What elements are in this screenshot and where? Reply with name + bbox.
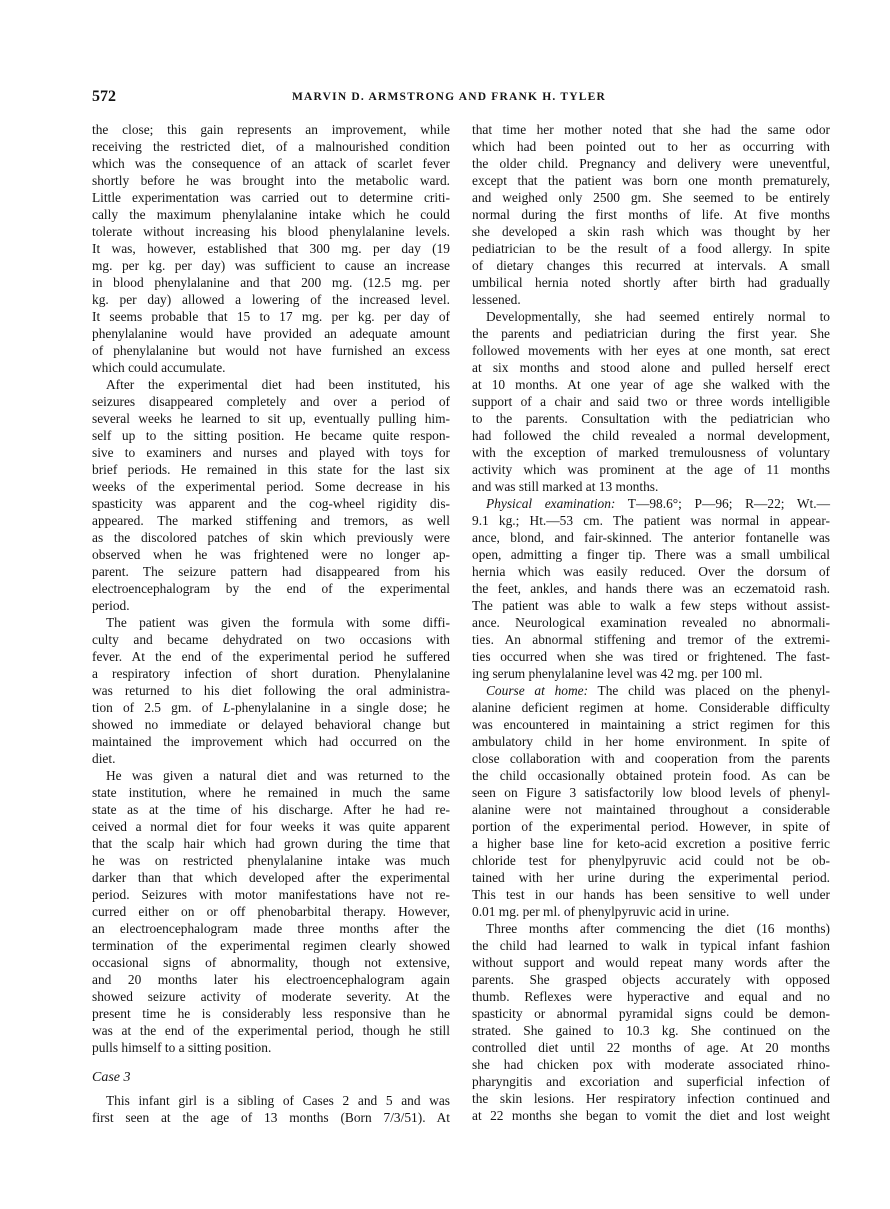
text-line: the close; this gain represents an improvement, while	[92, 122, 450, 137]
text-line: at 10 months. At one year of age she walked with the	[472, 377, 830, 392]
text-line: as the discolored patches of skin which previously were	[92, 530, 450, 545]
text-line: diet.	[92, 751, 116, 766]
text-line: umbilical hernia noted shortly after birth had gradually	[472, 275, 830, 290]
text-line: was returned to his diet following the oral administra-	[92, 683, 450, 698]
running-head-authors: MARVIN D. ARMSTRONG AND FRANK H. TYLER	[292, 91, 606, 103]
text-line: close collaboration with and cooperation from the parents	[472, 751, 830, 766]
text-line: except that the patient was born one month prematurely,	[472, 173, 830, 188]
paragraph	[92, 1092, 450, 1126]
italic-text: Course at home:	[486, 683, 589, 698]
text-line: The patient was given the formula with some diffi-	[106, 615, 450, 630]
text-line: weeks of the experimental period. Some decrease in his	[92, 479, 450, 494]
text-line: she had chicken pox with moderate associated rhino-	[472, 1057, 830, 1072]
text-line: seizures disappeared completely and over a period of	[92, 394, 450, 409]
text-line: ties. An abnormal stiffening and tremor of the extremi-	[472, 632, 830, 647]
paragraph	[92, 614, 450, 767]
text-line: ance. Neurological examination revealed no abnormali-	[472, 615, 830, 630]
text-line: present time he is considerably less responsive than he	[92, 1006, 450, 1021]
text-line: Developmentally, she had seemed entirely normal to	[486, 309, 830, 324]
text-line: kg. per day) allowed a lowering of the increased level.	[92, 292, 450, 307]
text-line: ambulatory child in her home environment. In spite of	[472, 734, 830, 749]
text-line: It seems probable that 15 to 17 mg. per kg. per day of	[92, 309, 450, 324]
text-line: brief periods. He remained in this state for the last six	[92, 462, 450, 477]
text-line: 0.01 mg. per ml. of phenylpyruvic acid in urine.	[472, 904, 730, 919]
text-line: tained with her urine during the experimental period.	[472, 870, 830, 885]
text-line: state as at the time of his discharge. After he had re-	[92, 802, 450, 817]
text-line: she developed a skin rash which was thought by her	[472, 224, 830, 239]
text-line: the child occasionally obtained protein food. As can be	[472, 768, 830, 783]
page-number: 572	[92, 88, 116, 105]
paragraph	[92, 121, 450, 376]
text-line: strated. She gained to 10.3 kg. She continued on the	[472, 1023, 830, 1038]
text-line: This infant girl is a sibling of Cases 2 and 5 and was	[106, 1093, 450, 1108]
text-line: a higher base line for keto-acid excretion a positive ferric	[472, 836, 830, 851]
text-line: seen on Figure 3 satisfactorily low blood levels of phenyl-	[472, 785, 830, 800]
text-line: 9.1 kg.; Ht.—53 cm. The patient was normal in appear-	[472, 513, 830, 528]
text-line: at six months and stood alone and pulled herself erect	[472, 360, 830, 375]
paragraph	[92, 767, 450, 1056]
text-line: he was on restricted phenylalanine intake was much	[92, 853, 450, 868]
text-line: thumb. Reflexes were hyperactive and equal and no	[472, 989, 830, 1004]
text-line: shortly before he was brought into the metabolic ward.	[92, 173, 450, 188]
text-line: After the experimental diet had been instituted, his	[106, 377, 450, 392]
text-line: support of a chair and said two or three words intelligible	[472, 394, 830, 409]
text-line: period.	[92, 598, 130, 613]
text-line: cally the maximum phenylalanine intake which he could	[92, 207, 450, 222]
right-column	[472, 121, 830, 1124]
text-line: curred either on or off phenobarbital therapy. However,	[92, 904, 450, 919]
text-line: first seen at the age of 13 months (Born 7/3/51). At	[92, 1110, 450, 1125]
text-line	[472, 495, 830, 512]
text-line: parent. The seizure pattern had disappeared from his	[92, 564, 450, 579]
text-line: Three months after commencing the diet (16 months)	[486, 921, 830, 936]
italic-text: L	[223, 700, 231, 715]
text-line: was encountered in maintaining a strict regimen for this	[472, 717, 830, 732]
text-line: tolerate without increasing his blood phenylalanine levels.	[92, 224, 450, 239]
text-line: termination of the experimental regimen clearly showed	[92, 938, 450, 953]
text-line: maintained the improvement which had occurred on the	[92, 734, 450, 749]
text-line: ceived a normal diet for four weeks it was quite apparent	[92, 819, 450, 834]
text-span: tion of 2.5 gm. of	[92, 700, 224, 715]
text-line: the older child. Pregnancy and delivery were uneventful,	[472, 156, 830, 171]
text-line: ties occurred when she was tired or frightened. The fast-	[472, 649, 830, 664]
text-line: and weighed only 2500 gm. She seemed to be entirely	[472, 190, 830, 205]
text-line: the feet, ankles, and hands there was an eczematoid rash.	[472, 581, 830, 596]
text-line: receiving the restricted diet, of a malnourished condition	[92, 139, 450, 154]
text-line: appeared. The marked stiffening and tremors, as well	[92, 513, 450, 528]
text-line: controlled diet until 22 months of age. At 20 months	[472, 1040, 830, 1055]
text-line: pulls himself to a sitting position.	[92, 1040, 272, 1055]
text-line: period. Seizures with motor manifestations have not re-	[92, 887, 450, 902]
text-line: to the parents. Consultation with the pediatrician who	[472, 411, 830, 426]
text-line: in blood phenylalanine and that 200 mg. (12.5 mg. per	[92, 275, 450, 290]
text-line: an electroencephalogram made three months after the	[92, 921, 450, 936]
text-line: the child had learned to walk in typical infant fashion	[472, 938, 830, 953]
text-line: occasional signs of abnormality, though not extensive,	[92, 955, 450, 970]
text-line: pharyngitis and excoriation and superficial infection of	[472, 1074, 830, 1089]
text-line: followed movements with her eyes at one month, sat erect	[472, 343, 830, 358]
text-line: had followed the child revealed a normal development,	[472, 428, 830, 443]
text-line: was at the end of the experimental period, though he still	[92, 1023, 450, 1038]
text-line: at 22 months she began to vomit the diet and lost weight	[472, 1108, 830, 1123]
text-line: normal during the first months of life. At five months	[472, 207, 830, 222]
paragraph	[472, 308, 830, 495]
italic-text: Physical examination:	[486, 496, 616, 511]
text-line: that time her mother noted that she had the same odor	[472, 122, 830, 137]
text-line: spasticity or abnormal pyramidal signs could be demon-	[472, 1006, 830, 1021]
text-line: several weeks he learned to sit up, eventually pulling him-	[92, 411, 450, 426]
text-line: electroencephalogram by the end of the experimental	[92, 581, 450, 596]
text-line: Little experimentation was carried out to determine criti-	[92, 190, 450, 205]
text-line: of phenylalanine but would not have furnished an excess	[92, 343, 450, 358]
text-line	[92, 699, 450, 716]
text-line: with the exception of marked tremulousness of voluntary	[472, 445, 830, 460]
text-span: T—98.6°; P—96; R—22; Wt.—	[615, 496, 830, 511]
text-line: and 20 months later his electroencephalogram again	[92, 972, 450, 987]
text-line: the parents and pediatrician during the first year. She	[472, 326, 830, 341]
text-line: portion of the experimental period. However, in spite of	[472, 819, 830, 834]
text-span: -phenylalanine in a single dose; he	[230, 700, 450, 715]
text-line: The patient was able to walk a few steps without assist-	[472, 598, 830, 613]
text-line: lessened.	[472, 292, 521, 307]
paragraph	[472, 682, 830, 920]
text-line: observed when he was frightened were no longer ap-	[92, 547, 450, 562]
text-line: ance, blond, and fair-skinned. The anterior fontanelle was	[472, 530, 830, 545]
text-line: which had been pointed out to her as occurring with	[472, 139, 830, 154]
paragraph	[92, 376, 450, 614]
text-line: self up to the sitting position. He became quite respon-	[92, 428, 450, 443]
text-line: sive to examiners and nurses and played with toys for	[92, 445, 450, 460]
text-line: that the scalp hair which had grown during the time that	[92, 836, 450, 851]
text-span: The child was placed on the phenyl-	[588, 683, 830, 698]
text-line: state institution, where he remained in much the same	[92, 785, 450, 800]
text-line: showed no immediate or delayed behavioral change but	[92, 717, 450, 732]
text-line: It was, however, established that 300 mg. per day (19	[92, 241, 450, 256]
text-line: He was given a natural diet and was returned to the	[106, 768, 450, 783]
text-line: phenylalanine would have provided an adequate amount	[92, 326, 450, 341]
text-line: alanine were not maintained throughout a considerable	[472, 802, 830, 817]
section-heading: Case 3	[92, 1070, 131, 1085]
text-line: open, admitting a finger tip. There was a small umbilical	[472, 547, 830, 562]
text-line: activity which was prominent at the age of 11 months	[472, 462, 830, 477]
text-line: fever. At the end of the experimental period he suffered	[92, 649, 450, 664]
text-line: without support and would repeat many words after the	[472, 955, 830, 970]
text-line: showed seizure activity of moderate severity. At the	[92, 989, 450, 1004]
text-line: alanine deficient regimen at home. Considerable difficulty	[472, 700, 830, 715]
text-line: a respiratory infection of short duration. Phenylalanine	[92, 666, 450, 681]
text-line: hernia which was easily reduced. Over the dorsum of	[472, 564, 830, 579]
text-line: ing serum phenylalanine level was 42 mg. per 100 ml.	[472, 666, 763, 681]
text-line: mg. per kg. per day) was sufficient to cause an increase	[92, 258, 450, 273]
text-line: which could accumulate.	[92, 360, 226, 375]
text-line: parents. She grasped objects accurately with opposed	[472, 972, 830, 987]
text-line: of dietary changes this recurred at intervals. A small	[472, 258, 830, 273]
text-line: chloride test for phenylpyruvic acid could not be ob-	[472, 853, 830, 868]
paragraph	[472, 495, 830, 682]
text-line: darker than that which developed after the experimental	[92, 870, 450, 885]
text-line: pediatrician to be the result of a food allergy. In spite	[472, 241, 830, 256]
text-line: which was the consequence of an attack of scarlet fever	[92, 156, 450, 171]
text-line: the skin lesions. Her respiratory infection continued and	[472, 1091, 830, 1106]
text-line: and was still marked at 13 months.	[472, 479, 659, 494]
text-line	[472, 682, 830, 699]
text-line: This test in our hands has been sensitive to well under	[472, 887, 830, 902]
text-line: culty and became dehydrated on two occasions with	[92, 632, 450, 647]
paragraph	[472, 920, 830, 1124]
left-column	[92, 121, 450, 1126]
text-line: spasticity was apparent and the cog-wheel rigidity dis-	[92, 496, 450, 511]
paragraph	[472, 121, 830, 308]
